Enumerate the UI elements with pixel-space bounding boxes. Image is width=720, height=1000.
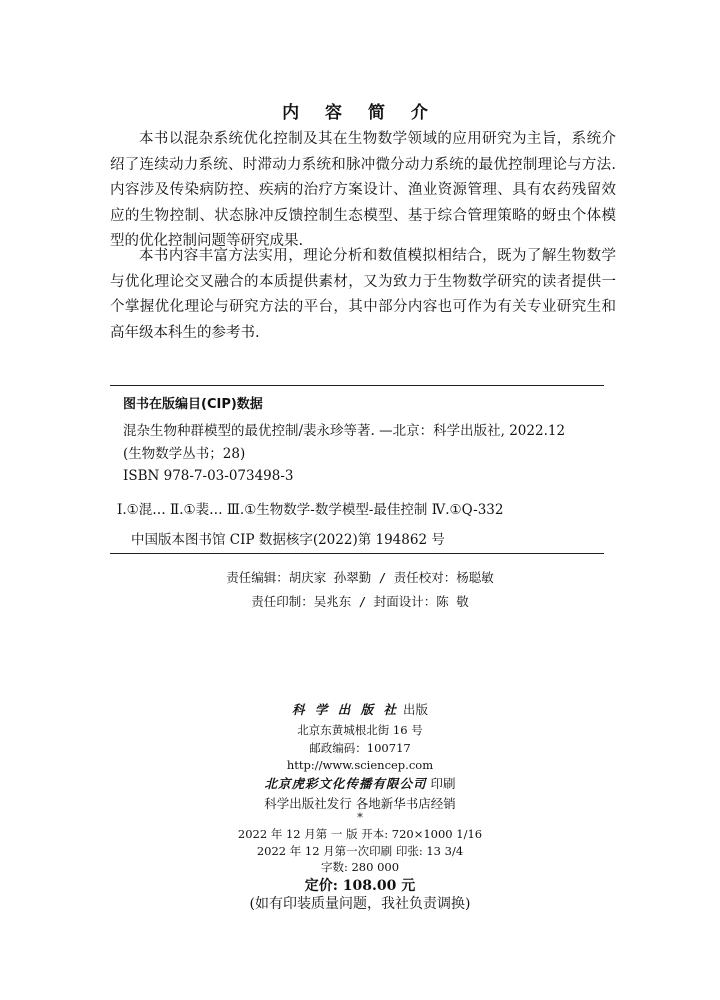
publisher-website: http://www.sciencep.com (286, 758, 434, 772)
printer-name: 北京虎彩文化传播有限公司 (264, 776, 427, 791)
publisher-line (0, 700, 720, 718)
cip-bottom-rule (110, 553, 604, 554)
cip-heading: 图书在版编目(CIP)数据 (123, 397, 263, 412)
printer-line (0, 774, 720, 792)
separator-star: * (357, 810, 363, 824)
price: 定价: 108.00 元 (304, 878, 416, 894)
cip-number: 中国版本图书馆 CIP 数据核字(2022)第 194862 号 (131, 532, 445, 548)
intro-paragraph-2: 本书内容丰富方法实用，理论分析和数值模拟相结合，既为了解生物数学与优化理论交叉融合的本质提供素材，又为致力于生物数学研究的读者提供一个掌握优化理论与研究方法的平台，其中部分内容也可作为有关专业研究生和高年级本科生的参考书. (110, 248, 616, 341)
publisher-logo-text: 科 学 出 版 社 (292, 702, 399, 717)
publisher-postcode: 邮政编码：100717 (309, 741, 411, 755)
cip-line-1: 混杂生物种群模型的最优控制/裴永珍等著. —北京：科学出版社, 2022.12 (123, 423, 566, 439)
printer-suffix: 印刷 (430, 776, 456, 791)
intro-paragraph-1: 本书以混杂系统优化控制及其在生物数学领域的应用研究为主旨，系统介绍了连续动力系统、时滞动力系统和脉冲微分动力系统的最优控制理论与方法. 内容涉及传染病防控、疾病的治疗方案设计、渔业资源管理、具有农药残留效应的生物控制、状态脉冲反馈控制生态模型、基于综合管理策略的蚜虫个体模型的优化控制问题等研究成果. (110, 131, 616, 249)
cip-series: (生物数学丛书；28) (123, 446, 246, 462)
distribution-line: 科学出版社发行 各地新华书店经销 (264, 796, 456, 811)
quality-note: (如有印装质量问题，我社负责调换) (249, 896, 471, 912)
edition-line: 2022 年 12 月第 一 版 开本: 720×1000 1/16 (237, 827, 483, 841)
cip-isbn: ISBN 978-7-03-073498-3 (123, 468, 294, 484)
printing-line: 2022 年 12 月第一次印刷 印张: 13 3/4 (256, 844, 464, 858)
cip-top-rule (110, 385, 604, 386)
credits-printing-design: 责任印制：吴兆东 / 封面设计：陈 敬 (251, 594, 469, 609)
cip-classification: Ⅰ.①混… Ⅱ.①裴… Ⅲ.①生物数学-数学模型-最佳控制 Ⅳ.①Q-332 (117, 502, 504, 518)
word-count: 字数: 280 000 (320, 860, 400, 874)
publisher-address: 北京东黄城根北街 16 号 (297, 723, 423, 737)
credits-editors: 责任编辑：胡庆家 孙翠勤 / 责任校对：杨聪敏 (226, 570, 494, 585)
intro-title: 内 容 简 介 (282, 103, 438, 123)
publisher-suffix: 出版 (402, 702, 428, 717)
